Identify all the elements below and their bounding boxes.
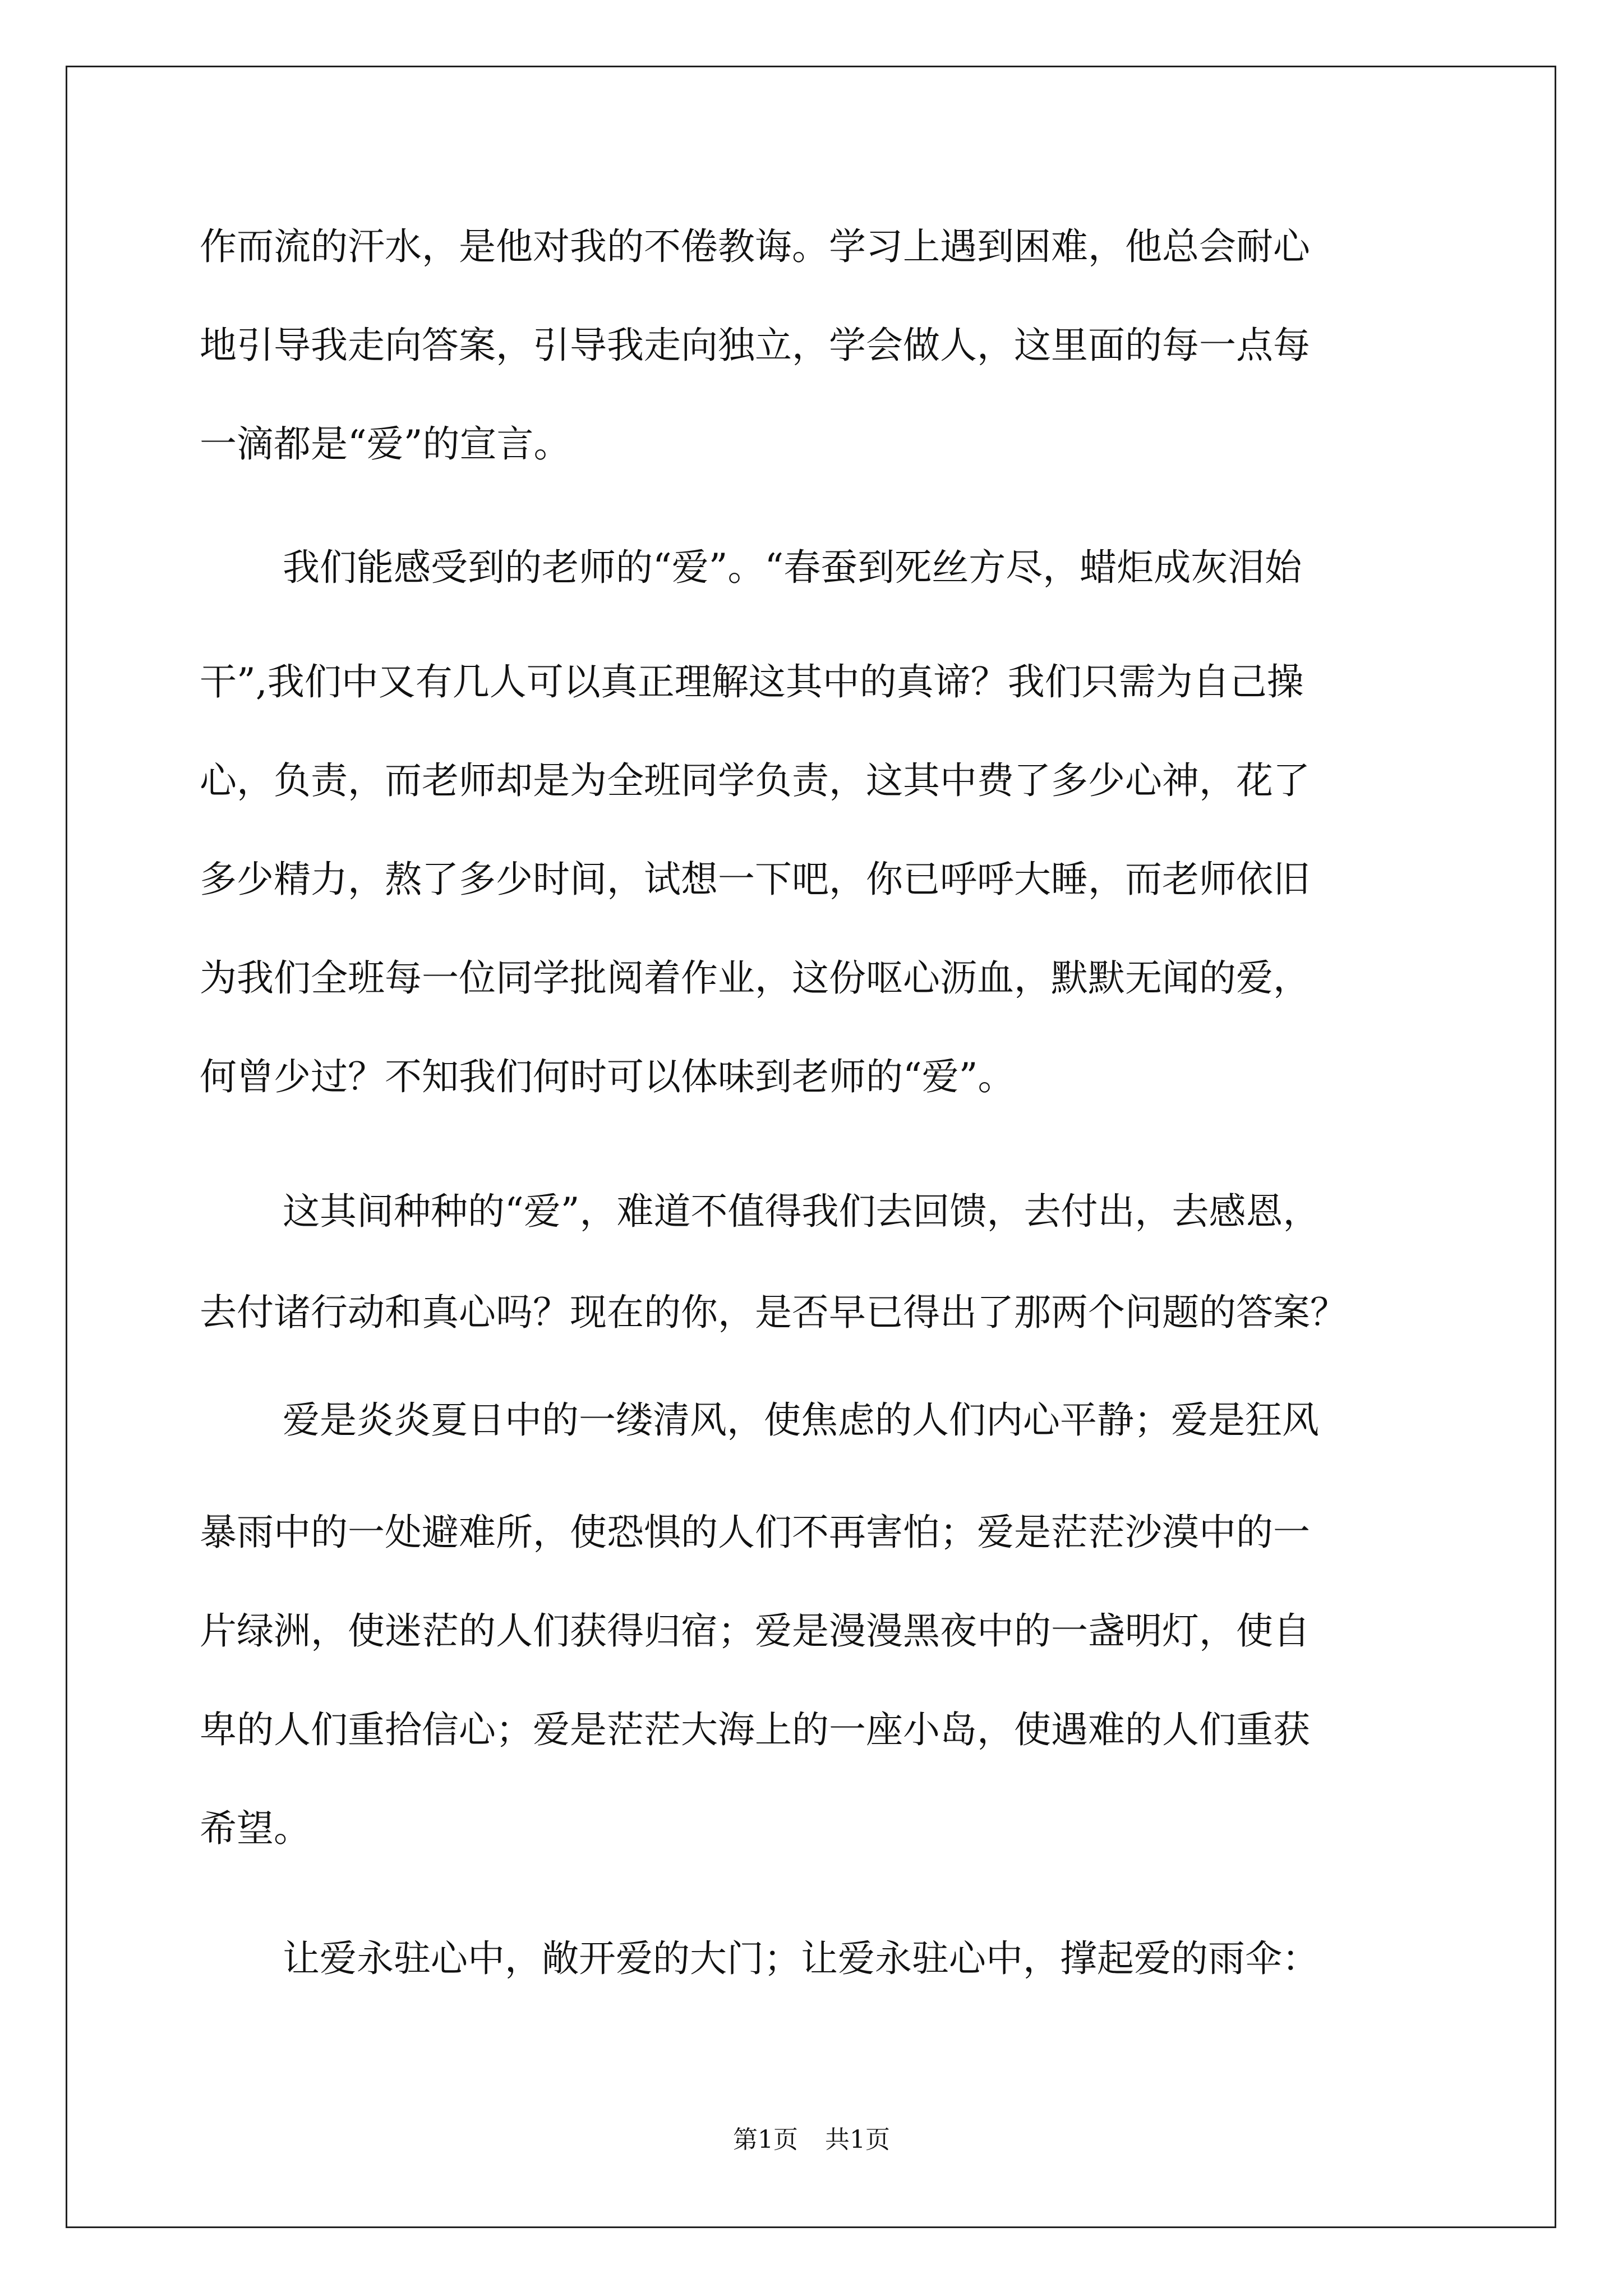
page-number: 第1页: [733, 2125, 798, 2154]
text-line: 暴雨中的一处避难所，使恐惧的人们不再害怕；爱是茫茫沙漠中的一: [200, 1511, 1310, 1554]
text-line: 地引导我走向答案，引导我走向独立，学会做人，这里面的每一点每: [200, 324, 1310, 367]
text-line: 卑的人们重拾信心；爱是茫茫大海上的一座小岛，使遇难的人们重获: [200, 1708, 1310, 1751]
page-total: 共1页: [825, 2125, 890, 2154]
text-line: 去付诸行动和真心吗？现在的你，是否早已得出了那两个问题的答案？: [200, 1291, 1347, 1334]
page-border: [66, 66, 1556, 2228]
text-line: 爱是炎炎夏日中的一缕清风，使焦虑的人们内心平静；爱是狂风: [283, 1398, 1319, 1442]
text-line: 这其间种种的“爱”，难道不值得我们去回馈，去付出，去感恩，: [283, 1190, 1320, 1233]
page-footer: [0, 2124, 1623, 2156]
text-line: 一滴都是“爱”的宣言。: [200, 422, 571, 466]
text-line: 希望。: [200, 1807, 311, 1850]
text-line: 何曾少过？不知我们何时可以体味到老师的“爱”。: [200, 1055, 1015, 1098]
text-line: 心，负责，而老师却是为全班同学负责，这其中费了多少心神，花了: [200, 759, 1310, 802]
text-line: 为我们全班每一位同学批阅着作业，这份呕心沥血，默默无闻的爱，: [200, 956, 1310, 1000]
text-line: 干”,我们中又有几人可以真正理解这其中的真谛？我们只需为自己操: [200, 660, 1304, 703]
text-line: 我们能感受到的老师的“爱”。“春蚕到死丝方尽，蜡炬成灰泪始: [283, 546, 1302, 589]
text-line: 多少精力，熬了多少时间，试想一下吧，你已呼呼大睡，而老师依旧: [200, 858, 1310, 901]
text-line: 让爱永驻心中，敞开爱的大门；让爱永驻心中，撑起爱的雨伞：: [283, 1937, 1319, 1980]
text-line: 作而流的汗水，是他对我的不倦教诲。学习上遇到困难，他总会耐心: [200, 225, 1310, 268]
text-line: 片绿洲，使迷茫的人们获得归宿；爱是漫漫黑夜中的一盏明灯，使自: [200, 1609, 1310, 1653]
